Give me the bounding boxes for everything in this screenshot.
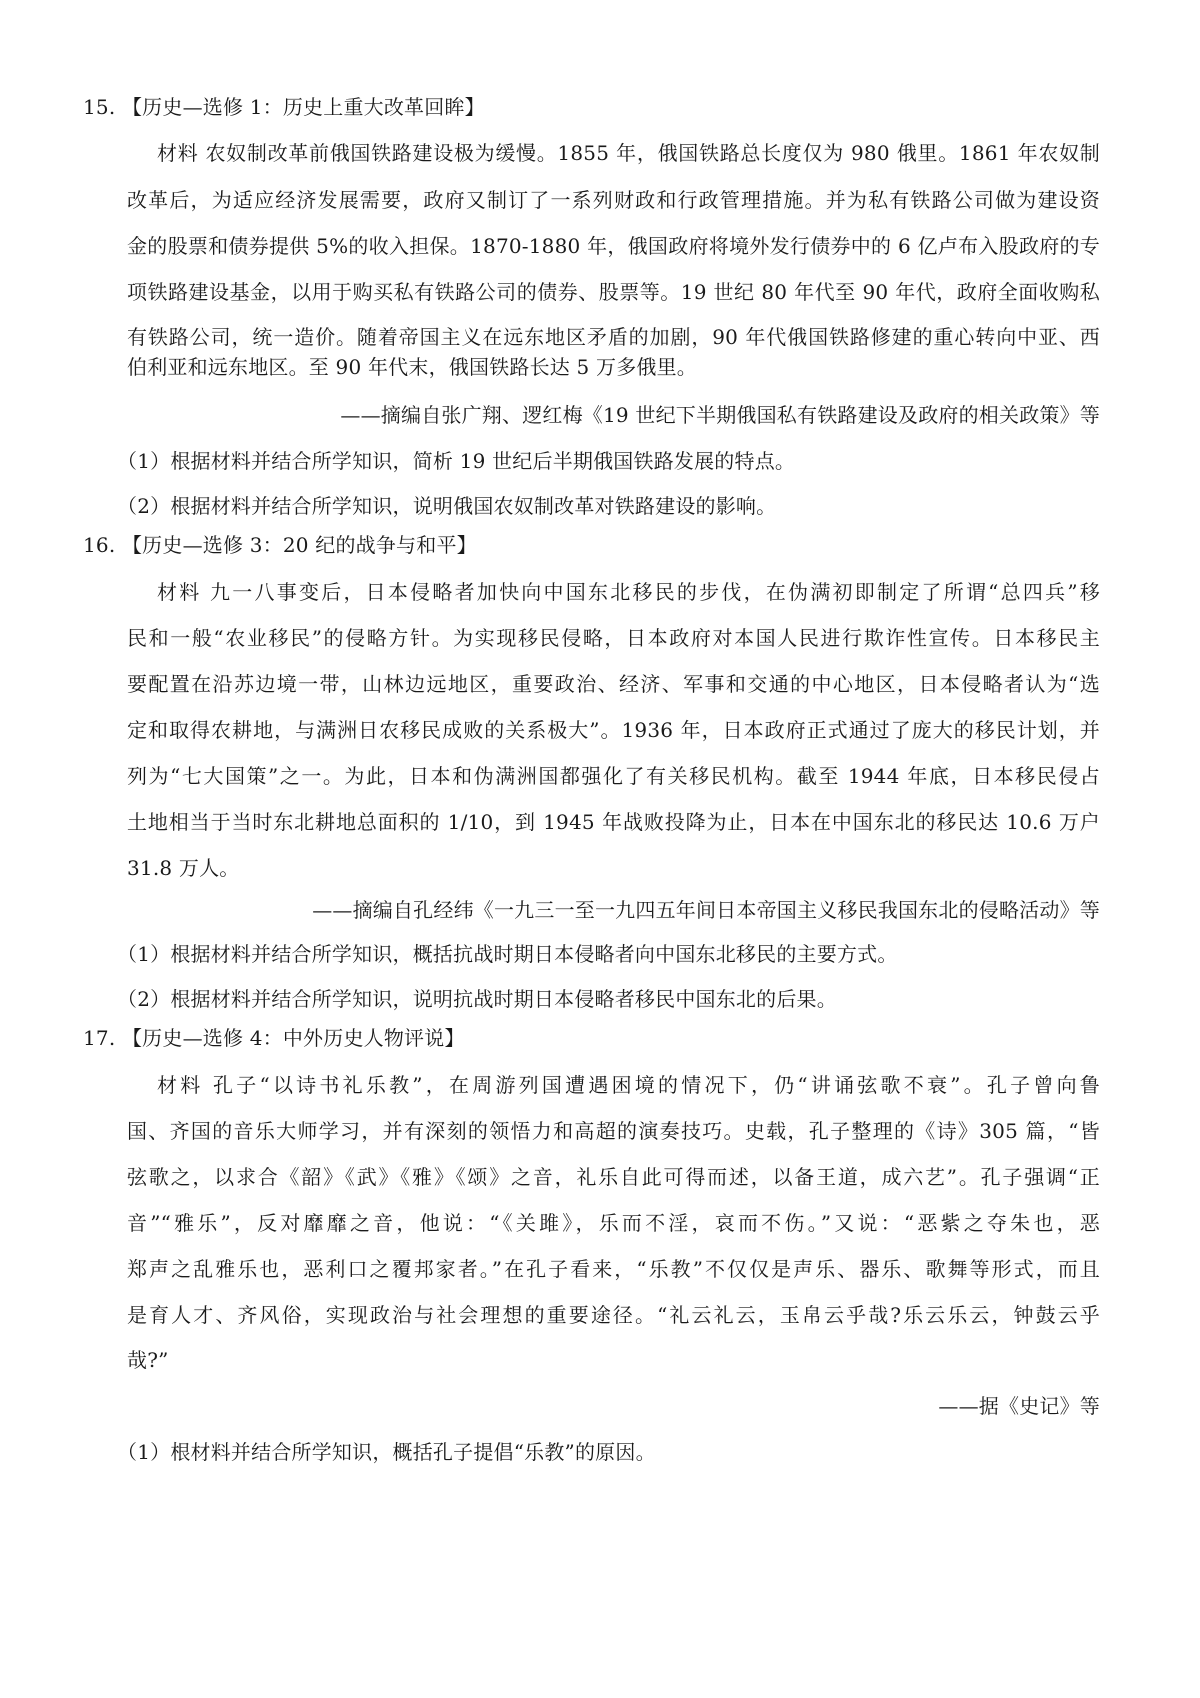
material-line: 土地相当于当时东北耕地总面积的 1/10，到 1945 年战败投降为止，日本在中国东北的移民达 10.6 万户: [127, 810, 1100, 834]
material-line: 材料 九一八事变后，日本侵略者加快向中国东北移民的步伐，在伪满初即制定了所谓“总四兵”移: [157, 580, 1100, 604]
source-citation: ——摘编自孔经纬《一九三一至一九四五年间日本帝国主义移民我国东北的侵略活动》等: [312, 898, 1100, 922]
question-item: （2）根据材料并结合所学知识，说明抗战时期日本侵略者移民中国东北的后果。: [117, 987, 837, 1011]
material-line: 伯利亚和远东地区。至 90 年代末，俄国铁路长达 5 万多俄里。: [127, 355, 698, 379]
question-item: （2）根据材料并结合所学知识，说明俄国农奴制改革对铁路建设的影响。: [117, 494, 777, 518]
material-line: 要配置在沿苏边境一带，山林边远地区，重要政治、经济、军事和交通的中心地区，日本侵略者认为“选: [127, 672, 1100, 696]
section-heading: 17. 【历史—选修 4：中外历史人物评说】: [83, 1026, 465, 1050]
question-item: （1）根材料并结合所学知识，概括孔子提倡“乐教”的原因。: [117, 1440, 656, 1464]
source-citation: ——摘编自张广翔、逻红梅《19 世纪下半期俄国私有铁路建设及政府的相关政策》等: [340, 403, 1100, 427]
material-line: 材料 农奴制改革前俄国铁路建设极为缓慢。1855 年，俄国铁路总长度仅为 980 俄里。1861 年农奴制: [157, 141, 1100, 165]
question-item: （1）根据材料并结合所学知识，概括抗战时期日本侵略者向中国东北移民的主要方式。: [117, 942, 898, 966]
material-line: 项铁路建设基金，以用于购买私有铁路公司的债券、股票等。19 世纪 80 年代至 90 年代，政府全面收购私: [127, 280, 1100, 304]
material-line: 列为“七大国策”之一。为此，日本和伪满洲国都强化了有关移民机构。截至 1944 年底，日本移民侵占: [127, 764, 1100, 788]
material-line: 哉?”: [127, 1348, 169, 1372]
question-item: （1）根据材料并结合所学知识，简析 19 世纪后半期俄国铁路发展的特点。: [117, 449, 796, 473]
material-line: 改革后，为适应经济发展需要，政府又制订了一系列财政和行政管理措施。并为私有铁路公司做为建设资: [127, 188, 1100, 212]
material-line: 是育人才、齐风俗，实现政治与社会理想的重要途径。“礼云礼云，玉帛云乎哉?乐云乐云，钟鼓云乎: [127, 1303, 1100, 1327]
material-line: 郑声之乱雅乐也，恶利口之覆邦家者。”在孔子看来，“乐教”不仅仅是声乐、器乐、歌舞等形式，而且: [127, 1257, 1100, 1281]
material-line: 31.8 万人。: [127, 856, 240, 880]
section-heading: 15. 【历史—选修 1：历史上重大改革回眸】: [83, 95, 485, 119]
material-line: 金的股票和债券提供 5%的收入担保。1870-1880 年，俄国政府将境外发行债券中的 6 亿卢布入股政府的专: [127, 234, 1100, 258]
source-citation: ——据《史记》等: [938, 1394, 1100, 1418]
material-line: 有铁路公司，统一造价。随着帝国主义在远东地区矛盾的加剧，90 年代俄国铁路修建的重心转向中亚、西: [127, 325, 1100, 349]
material-line: 弦歌之，以求合《韶》《武》《雅》《颂》之音，礼乐自此可得而述，以备王道，成六艺”。孔子强调“正: [127, 1165, 1100, 1189]
material-line: 民和一般“农业移民”的侵略方针。为实现移民侵略，日本政府对本国人民进行欺诈性宣传。日本移民主: [127, 626, 1100, 650]
section-heading: 16. 【历史—选修 3：20 纪的战争与和平】: [83, 533, 477, 557]
material-line: 音”“雅乐”，反对靡靡之音，他说：“《关雎》，乐而不淫，哀而不伤。”又说：“恶紫之夺朱也，恶: [127, 1211, 1100, 1235]
material-line: 材料 孔子“以诗书礼乐教”，在周游列国遭遇困境的情况下，仍“讲诵弦歌不衰”。孔子曾向鲁: [157, 1073, 1100, 1097]
material-line: 定和取得农耕地，与满洲日农移民成败的关系极大”。1936 年，日本政府正式通过了庞大的移民计划，并: [127, 718, 1100, 742]
material-line: 国、齐国的音乐大师学习，并有深刻的领悟力和高超的演奏技巧。史载，孔子整理的《诗》305 篇，“皆: [127, 1119, 1100, 1143]
